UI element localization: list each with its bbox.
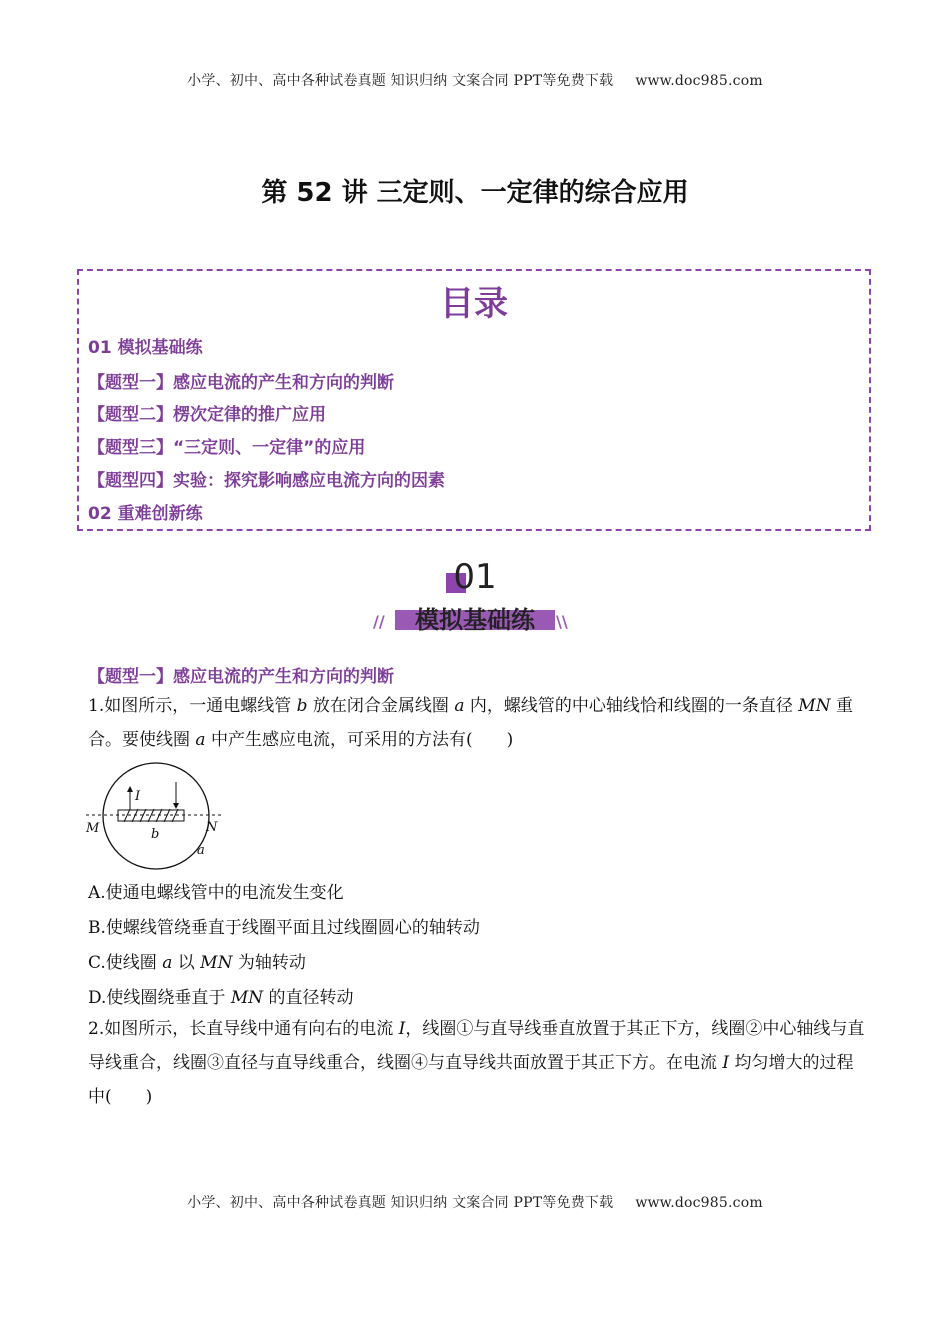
section-number: 01 bbox=[453, 557, 497, 597]
footer-url[interactable]: www.doc985.com bbox=[635, 1195, 763, 1211]
question-type-heading: 【题型一】感应电流的产生和方向的判断 bbox=[88, 667, 394, 687]
label-n: N bbox=[206, 820, 218, 835]
page-footer bbox=[0, 1192, 950, 1212]
question-1-option-c[interactable]: C.使线圈 a 以 MN 为轴转动 bbox=[88, 953, 306, 973]
decor-slash-right: \\ bbox=[556, 612, 568, 631]
label-current-i: I bbox=[135, 789, 141, 804]
solenoid-coil-figure bbox=[84, 760, 224, 876]
decor-slash-left: // bbox=[373, 612, 385, 631]
header-url[interactable]: www.doc985.com bbox=[635, 73, 763, 89]
toc-item-type-2[interactable]: 【题型二】楞次定律的推广应用 bbox=[88, 405, 326, 425]
question-1-text: 1.如图所示，一通电螺线管 b 放在闭合金属线圈 a 内，螺线管的中心轴线恰和线圈的一条直径 MN 重合。要使线圈 a 中产生感应电流，可采用的方法有( ) bbox=[88, 696, 853, 750]
toc-item-type-1[interactable]: 【题型一】感应电流的产生和方向的判断 bbox=[88, 373, 394, 393]
toc-item-type-3[interactable]: 【题型三】“三定则、一定律”的应用 bbox=[88, 438, 366, 458]
toc-heading: 目录 bbox=[440, 284, 508, 324]
footer-text: 小学、初中、高中各种试卷真题 知识归纳 文案合同 PPT等免费下载 bbox=[187, 1195, 614, 1211]
toc-box bbox=[77, 269, 871, 531]
toc-item-practice-basic[interactable]: 01 模拟基础练 bbox=[88, 338, 203, 358]
toc-item-practice-advanced[interactable]: 02 重难创新练 bbox=[88, 504, 203, 524]
question-2-text: 2.如图所示，长直导线中通有向右的电流 I，线圈①与直导线垂直放置于其正下方，线圈②中心轴线与直导线重合，线圈③直径与直导线重合，线圈④与直导线共面放置于其正下方。在电流 I 均匀增大的过程中( ) bbox=[88, 1019, 865, 1107]
page-title: 第 52 讲 三定则、一定律的综合应用 bbox=[261, 178, 689, 208]
header-text: 小学、初中、高中各种试卷真题 知识归纳 文案合同 PPT等免费下载 bbox=[187, 73, 614, 89]
question-1-option-d[interactable]: D.使线圈绕垂直于 MN 的直径转动 bbox=[88, 988, 354, 1008]
toc-item-type-4[interactable]: 【题型四】实验：探究影响感应电流方向的因素 bbox=[88, 471, 445, 491]
label-m: M bbox=[86, 821, 100, 836]
label-b: b bbox=[151, 827, 160, 842]
question-1-option-a[interactable]: A.使通电螺线管中的电流发生变化 bbox=[88, 883, 344, 903]
section-label: 模拟基础练 bbox=[415, 606, 535, 634]
page-header bbox=[0, 70, 950, 90]
question-1-option-b[interactable]: B.使螺线管绕垂直于线圈平面且过线圈圆心的轴转动 bbox=[88, 918, 480, 938]
label-a: a bbox=[197, 843, 205, 858]
